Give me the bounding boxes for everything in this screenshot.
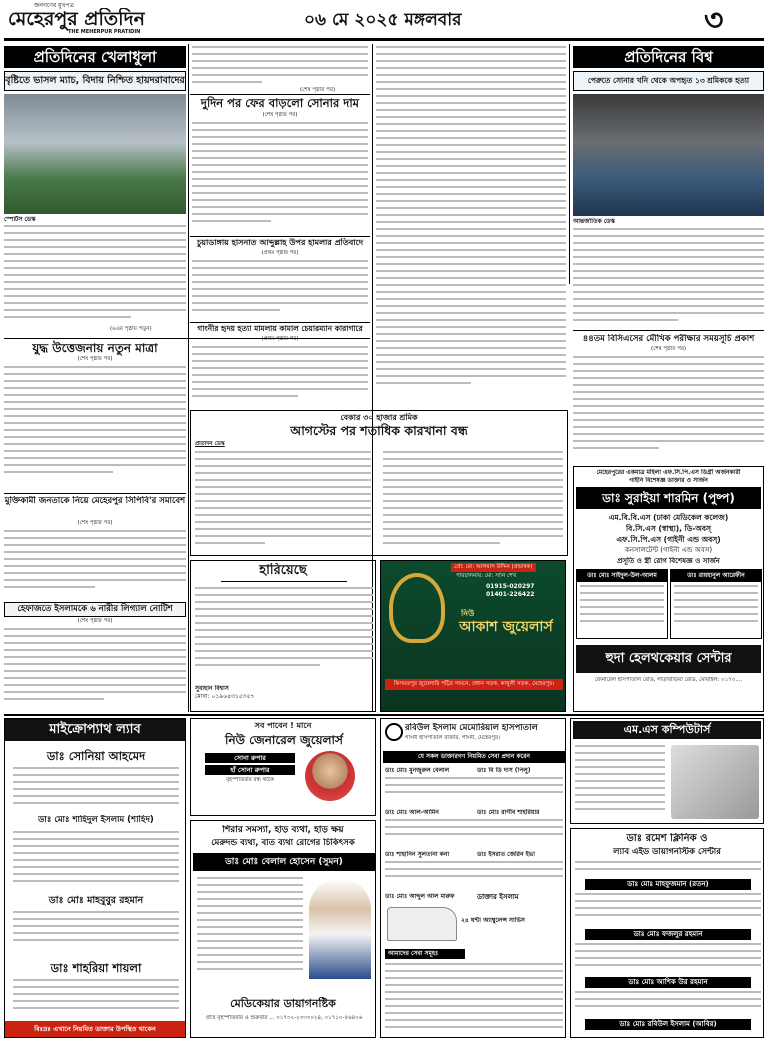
bone-doctor-details <box>197 877 303 987</box>
ramesh-clinic-details <box>575 861 761 877</box>
ms-computers-details <box>575 745 665 821</box>
sports-continued: (৬এর পৃষ্ঠায় পড়ুন) <box>110 326 152 332</box>
hospital-doctors-row2-details <box>385 819 563 845</box>
gyne-doctor-degree-1: এম.বি.বি.এস (ঢাকা মেডিকেল কলেজ) <box>608 513 729 522</box>
general-jewellers-ad <box>190 718 376 816</box>
ramesh-doctor-3-details <box>575 991 761 1015</box>
lost-signature: সুবাহান বিশ্বাস <box>195 685 229 692</box>
gyne-doctor-specialty: প্রসূতি ও স্ত্রী রোগ বিশেষজ্ঞ ও সার্জন <box>617 557 720 565</box>
lost-rule <box>221 581 347 582</box>
ramesh-doctor-1-details <box>575 893 761 923</box>
bone-doctor-photo <box>309 879 371 979</box>
jewel-ad-name: আকাশ জুয়েলার্স <box>459 619 553 635</box>
unemployed-body-right <box>383 451 563 555</box>
lost-notice <box>190 560 376 712</box>
ramesh-doctor-1: ডাঃ মোঃ মাহফুজমান (রতন) <box>585 879 751 890</box>
unemployed-kicker: বেকার ৩০ হাজার শ্রমিক <box>340 413 418 422</box>
gyne-doctor-degree-2: বি.সি.এস (স্বাস্থ্য), ডি-অবস্ <box>626 524 711 533</box>
world-section-header: প্রতিদিনের বিশ্ব <box>573 46 764 68</box>
doctor-a-details <box>577 582 667 630</box>
women-headline: হেফাজতে ইসলামকে ৬ নারীর লিগ্যাল নোটিশ <box>4 602 186 617</box>
hospital-sub: গাংনী হাসপাতাল বাজার, গাংনী, মেহেরপুর। <box>405 735 500 741</box>
freedom-body-text <box>4 530 186 600</box>
general-jewellers-line-1: সোনা রুপার <box>205 753 295 763</box>
micro-doctor-2-details <box>13 831 179 887</box>
lost-body-text <box>195 587 373 681</box>
bone-footer: মেডিকেয়ার ডায়াগনষ্টিক <box>230 997 336 1010</box>
robiul-hospital-ad <box>380 718 566 1038</box>
hospital-logo-icon <box>385 723 403 741</box>
protest-body-text <box>192 260 368 320</box>
hospital-doctor-2: ডাঃ বি ডি দাস (পিলু) <box>477 767 531 774</box>
doctor-b-box <box>670 569 762 639</box>
hospital-doctor-6: ডাঃ ইসরাত জেরিন ইভা <box>477 851 535 858</box>
sports-desk-label: স্পোর্টস ডেস্ক <box>4 216 36 223</box>
huda-clinic-name: হুদা হেলথকেয়ার সেন্টার <box>576 645 761 673</box>
hospital-doctors-bar: যে সকল ডাক্তারগণ নিয়মিত সেবা প্রদান করেন <box>383 751 565 763</box>
bone-head-1: শিরার সমস্যা, হাড় ব্যথা, হাড় ক্ষয় <box>222 825 344 835</box>
jewel-ad-label: পরিচালনায়: মো: সানি শেখ <box>456 573 517 579</box>
gold-body-text <box>192 122 368 234</box>
general-jewellers-line-2: হাঁ সোনা রুপার <box>205 765 295 775</box>
lost-headline: হারিয়েছে <box>259 563 307 578</box>
hospital-doctor-3: ডাঃ মোঃ আল-আমিন <box>385 809 439 816</box>
masthead-paper-name: মেহেরপুর প্রতিদিন <box>8 8 145 30</box>
micro-doctor-4: ডাঃ শাহরিয়া শায়লা <box>50 961 142 975</box>
unemployed-story <box>190 410 568 556</box>
protest-continued: (প্রথম পৃষ্ঠার পর) <box>261 250 299 256</box>
sports-photo <box>4 94 186 214</box>
unemployed-body-left <box>195 451 371 555</box>
gold-continued: (শেষ পৃষ্ঠার পর) <box>262 112 298 118</box>
section-divider <box>190 322 370 323</box>
bone-doctor-name: ডাঃ মোঃ বেলাল হোসেন (সুমন) <box>193 853 375 871</box>
gyne-doctor-name: ডাঃ সুরাইয়া শারমিন (পুষ্প) <box>576 487 761 509</box>
war-continued: (শেষ পৃষ্ঠার পর) <box>77 356 113 362</box>
ms-computers-name: এম.এস কম্পিউটার্স <box>573 721 761 739</box>
micropath-lab-name: মাইক্রোপ্যাথ ল্যাব <box>5 719 185 741</box>
masthead-page-number: ৩ <box>704 3 724 36</box>
women-continued: (শেষ পৃষ্ঠার পর) <box>77 618 113 624</box>
hospital-doctors-row3-details <box>385 861 563 887</box>
ambulance-image <box>387 907 457 941</box>
column-rule <box>569 44 570 284</box>
gold-continued-top: (শেষ পৃষ্ঠার পর) <box>300 87 336 93</box>
micro-doctor-4-details <box>13 979 179 1015</box>
freedom-continued: (শেষ পৃষ্ঠার পর) <box>77 520 113 526</box>
col3-top-text <box>376 46 566 408</box>
jewel-ad-name-small: নিউ <box>461 609 475 618</box>
masthead <box>4 2 764 36</box>
gas-headline: গাংনীর হৃদয় হত্যা মামলায় কামাল চেয়ারম্যান কারাগারে <box>197 324 363 333</box>
gold-headline: দুদিন পর ফের বাড়লো সোনার দাম <box>200 96 360 110</box>
col2-top-text <box>192 46 368 90</box>
world-body-text <box>573 228 764 330</box>
world-photo <box>573 94 764 216</box>
unemployed-desk: প্রতিদিন ডেস্ক <box>195 441 225 447</box>
hospital-services-list <box>385 963 563 1035</box>
ambulance-label: ২৪ ঘন্টা অ্যাম্বুলেন্স সার্ভিস <box>461 917 525 924</box>
hospital-name: রবিউল ইসলাম মেমোরিয়াল হাসপাতাল <box>405 723 538 733</box>
bone-doctor-ad <box>190 820 376 1038</box>
lab-aid-name: ল্যাব এইড ডায়াগনস্টিক সেন্টার <box>613 847 721 857</box>
world-desk-label: আন্তর্জাতিক ডেস্ক <box>573 218 615 225</box>
bcs-continued: (শেষ পৃষ্ঠার পর) <box>650 346 686 352</box>
hospital-services-label: আমাদের সেবা সমূহঃ <box>385 949 465 959</box>
owner-photo <box>305 751 355 801</box>
lost-phone: মোবা: ০১৯৬৪৩১৫৩৫৭ <box>195 693 255 700</box>
micro-doctor-2: ডাঃ মোঃ শাহিদুল ইসলাম (শাহিদ) <box>38 815 154 825</box>
masthead-date: ০৬ মে ২০২৫ মঙ্গলবার <box>304 10 462 30</box>
unemployed-headline: আগস্টের পর শতাধিক কারখানা বন্ধ <box>290 423 468 438</box>
bcs-body-text <box>573 356 764 464</box>
general-jewellers-tag: সব পাবেন ! মানে <box>254 721 312 730</box>
gyne-doctor-top: মেহেরপুরের একমাত্র মহিলা এফ.সি.পি.এস ডিগ্রী অর্জনকারী <box>596 469 741 476</box>
gyne-doctor-degree-4: কনসালটেন্ট (গাইনী এন্ড অবস) <box>624 546 713 554</box>
war-body-text <box>4 366 186 486</box>
section-divider <box>573 330 764 331</box>
computer-equipment-image <box>671 745 759 819</box>
gyne-doctor-top2: গাইনি বিশেষজ্ঞ ডাক্তার ও সার্জন <box>629 477 708 484</box>
sports-body-text <box>4 225 186 329</box>
jewel-ad <box>380 560 566 712</box>
world-headline: পেরুতে সোনার খনি থেকে অপহৃত ১৩ শ্রমিককে হত্যা <box>573 71 764 91</box>
hospital-doctor-7: ডাঃ মোঃ আব্দুল আল মারুফ <box>385 893 455 900</box>
ramesh-doctor-3: ডাঃ মোঃ আশিক উর রহমান <box>585 977 751 988</box>
ramesh-clinic-ad <box>570 828 764 1038</box>
section-divider <box>190 236 370 237</box>
general-jewellers-name: নিউ জেনারেল জুয়েলার্স <box>225 733 343 747</box>
masthead-paper-name-en: THE MEHERPUR PRATIDIN <box>68 29 141 35</box>
sports-section-header: প্রতিদিনের খেলাধুলা <box>4 46 186 68</box>
women-body-text <box>4 628 186 712</box>
ms-computers-ad <box>570 718 764 824</box>
ramesh-clinic-name: ডাঃ রমেশ ক্লিনিক ও <box>626 833 708 844</box>
ramesh-doctor-2: ডাঃ মোঃ ফজলুর রহমান <box>585 929 751 940</box>
micro-doctor-1-details <box>13 767 179 809</box>
ads-divider <box>4 714 764 716</box>
masthead-divider <box>4 38 764 41</box>
section-divider <box>190 94 370 95</box>
micro-doctor-1: ডাঃ সোনিয়া আহমেদ <box>46 749 146 763</box>
micropath-lab-ad <box>4 718 186 1038</box>
doctor-b-name: ডাঃ রায়হানুল আরেফীন <box>671 570 761 582</box>
gas-body-text <box>192 346 368 406</box>
gyne-doctor-degree-3: এফ.সি.পি.এস (গাইনী এন্ড অবস্) <box>616 535 721 544</box>
bone-footer-address: প্রতি বৃহস্পতিবার ও শুক্রবার ... ০১৭৩২-২৩৩৩০২৪, ০১৭১০-৫৬৪০৬ <box>205 1015 363 1021</box>
ramesh-doctor-2-details <box>575 943 761 973</box>
sports-headline: বৃষ্টিতে ভাসল ম্যাচ, বিদায় নিশ্চিত হায়দরাবাদের <box>4 71 186 91</box>
gyne-doctor-ad <box>573 466 764 712</box>
hospital-doctor-4: ডাঃ মোঃ রাগীব শাহরিয়ার <box>477 809 540 816</box>
jewel-ad-phone-2: 01401-226422 <box>486 591 535 598</box>
ramesh-doctor-4: ডাঃ মোঃ রবিউল ইসলাম (আবির) <box>585 1019 751 1030</box>
necklace-image <box>389 573 445 643</box>
jewel-ad-phone-1: 01915-020297 <box>486 583 535 590</box>
micro-doctor-3: ডাঃ মোঃ মাহবুবুর রহমান <box>48 895 144 906</box>
freedom-headline: মুক্তিকামী জনতাকে নিয়ে মেহেরপুর সিপিবি'র সমাবেশ <box>4 496 186 506</box>
protest-headline: চুয়াডাঙ্গায় হাসনাত আব্দুল্লাহ উপর হামলার প্রতিবাদে <box>196 238 364 247</box>
hospital-doctor-1: ডাঃ মোঃ মুনজুরুল বেলাল <box>385 767 450 774</box>
bcs-headline: ৪৪তম বিসিএসের মৌখিক পরীক্ষার সময়সূচি প্রকাশ <box>582 334 755 344</box>
huda-clinic-address: জেনারেল হাসপাতাল রোড, গাড়াবাড়িয়া রোড, মোবাইল: ০১৭৩.... <box>594 677 743 683</box>
column-rule <box>188 44 189 712</box>
doctor-b-details <box>671 582 761 630</box>
jewel-ad-owner: প্রো: মো: আলমাস উদ্দিন (প্রভাষক) <box>451 563 536 572</box>
jewel-ad-address: কিসমতপুর জুয়েলারি পট্টির সামনে, প্রধান সড়ক, কাথুলী সড়ক, মেহেরপুর। <box>385 679 563 690</box>
bone-head-2: মেরুদন্ড ব্যথা, বাত ব্যথা রোগের চিকিৎসক <box>211 838 355 848</box>
hospital-doctor-8: ডাক্তার ইসলাম <box>477 893 519 901</box>
doctor-a-name: ডাঃ মোঃ সাইদুল-উল-আলম <box>577 570 667 582</box>
war-headline: যুদ্ধ উত্তেজনায় নতুন মাত্রা <box>32 341 158 355</box>
doctor-a-box <box>576 569 668 639</box>
micro-footer: বিঃদ্রঃ এখানে নিয়মিত ডাক্তার উপস্থিত থাকেন <box>5 1021 185 1038</box>
gas-continued: (প্রথম পৃষ্ঠার পর) <box>261 336 299 342</box>
hospital-doctor-5: ডাঃ শাহানিন সুলতানা কনা <box>385 851 450 858</box>
micro-doctor-3-details <box>13 911 179 953</box>
hospital-doctors-row1-details <box>385 777 563 803</box>
section-divider <box>4 493 186 494</box>
masthead-tagline: জনগণের মুখপত্র <box>34 2 74 9</box>
general-jewellers-line-3: বৃহস্পতিবার বন্ধ থাকে <box>226 777 274 783</box>
